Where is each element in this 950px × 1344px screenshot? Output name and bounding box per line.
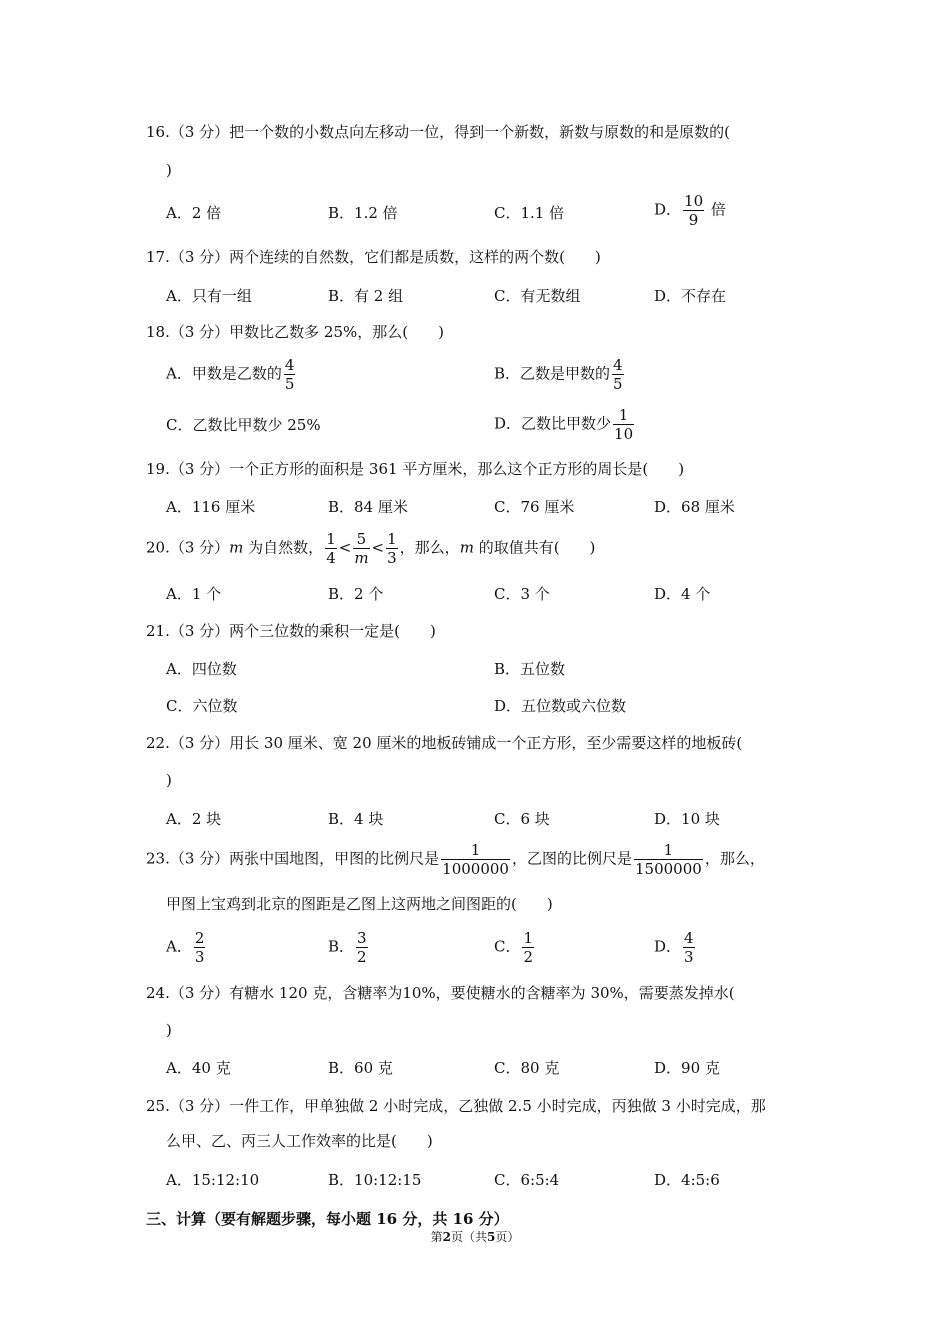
fraction-numerator: 2 (194, 929, 205, 947)
fraction (613, 406, 634, 443)
fraction-numerator: 4 (284, 356, 295, 374)
fraction-numerator: 1 (387, 530, 397, 548)
question-18-option-d (494, 406, 636, 443)
fraction (353, 530, 369, 567)
question-19-option-b: B．84 厘米 (328, 498, 408, 516)
question-16-option-a: A．2 倍 (166, 204, 222, 222)
fraction-denominator: 3 (684, 948, 694, 966)
question-19-option-d: D．68 厘米 (654, 498, 735, 516)
text-segment: 为自然数， (243, 538, 324, 557)
question-24-option-d: D．90 克 (654, 1059, 720, 1077)
fraction-denominator: m (354, 549, 369, 567)
question-21-option-a: A．四位数 (166, 660, 237, 678)
fraction-denominator: 4 (326, 549, 336, 567)
option-label: D． (654, 937, 682, 956)
question-21-option-c: C．六位数 (166, 697, 238, 715)
option-label: D．乙数比甲数少 (494, 414, 612, 433)
footer-text: 第 (430, 1230, 443, 1244)
text-segment: ，那么， (399, 538, 460, 557)
question-25-text: 25.（3 分）一件工作，甲单独做 2 小时完成，乙独做 2.5 小时完成，丙独做 3 小时完成，那 (146, 1097, 766, 1115)
option-label: D． (654, 200, 682, 219)
question-25-option-a: A．15:12:10 (166, 1171, 260, 1189)
fraction (284, 356, 296, 393)
fraction-denominator: 3 (194, 948, 205, 966)
question-25-option-c: C．6:5:4 (494, 1171, 560, 1189)
question-18-option-b (494, 356, 626, 393)
question-number: 20.（3 分） (146, 538, 230, 557)
question-20-option-a: A．1 个 (166, 585, 222, 603)
question-21-option-b: B．五位数 (494, 660, 566, 678)
question-20-option-c: C．3 个 (494, 585, 550, 603)
question-22-option-c: C．6 块 (494, 810, 550, 828)
fraction (634, 841, 703, 878)
question-23-option-c (494, 929, 536, 966)
page-footer (0, 1228, 950, 1245)
question-16-text-cont: ) (166, 161, 172, 179)
question-22-option-b: B．4 块 (328, 810, 384, 828)
question-16-text: 16.（3 分）把一个数的小数点向左移动一位，得到一个新数，新数与原数的和是原数的( (146, 123, 731, 141)
option-label: B． (328, 937, 355, 956)
question-17-option-c: C．有无数组 (494, 287, 581, 305)
question-24-text-cont: ) (166, 1021, 172, 1039)
fraction (612, 356, 624, 393)
fraction-denominator: 3 (387, 549, 397, 567)
question-22-text-cont: ) (166, 771, 172, 789)
less-than-sign: < (371, 538, 385, 557)
section-3-heading: 三、计算（要有解题步骤，每小题 16 分，共 16 分） (146, 1210, 509, 1228)
question-22-text: 22.（3 分）用长 30 厘米、宽 20 厘米的地板砖铺成一个正方形，至少需要这样的地板砖( (146, 734, 743, 752)
fraction (325, 530, 337, 567)
fraction (441, 841, 510, 878)
question-20-option-d: D．4 个 (654, 585, 711, 603)
question-22-option-a: A．2 块 (166, 810, 222, 828)
question-17-option-d: D．不存在 (654, 287, 727, 305)
fraction-denominator: 2 (357, 948, 367, 966)
question-24-text: 24.（3 分）有糖水 120 克，含糖率为10%，要使糖水的含糖率为 30%，需要蒸发掉水( (146, 984, 735, 1002)
fraction (683, 192, 704, 229)
fraction-numerator: 1 (523, 929, 534, 947)
option-label: B．乙数是甲数的 (494, 364, 611, 383)
less-than-sign: < (338, 538, 352, 557)
text-segment: ，乙图的比例尺是 (511, 849, 632, 868)
question-16-option-d (654, 192, 726, 229)
text-segment: ，那么， (704, 849, 765, 868)
fraction-numerator: 1 (470, 841, 481, 859)
option-suffix: 倍 (706, 200, 726, 219)
text-segment: 23.（3 分）两张中国地图，甲图的比例尺是 (146, 849, 440, 868)
footer-text: 页） (495, 1230, 520, 1244)
fraction-denominator: 1500000 (635, 860, 702, 878)
question-18-text: 18.（3 分）甲数比乙数多 25%，那么( ) (146, 323, 444, 341)
fraction-denominator: 9 (683, 210, 704, 229)
fraction-numerator: 1 (326, 530, 336, 548)
page-number: 2 (442, 1230, 451, 1244)
fraction-denominator: 1000000 (442, 860, 509, 878)
fraction-denominator: 5 (284, 375, 295, 393)
fraction-numerator: 4 (684, 929, 694, 947)
fraction-numerator: 1 (663, 841, 674, 859)
question-23-text-cont: 甲图上宝鸡到北京的图距是乙图上这两地之间图距的( ) (166, 895, 553, 913)
fraction-denominator: 2 (523, 948, 534, 966)
fraction-denominator: 5 (613, 375, 623, 393)
question-21-text: 21.（3 分）两个三位数的乘积一定是( ) (146, 622, 436, 640)
question-17-option-b: B．有 2 组 (328, 287, 404, 305)
question-24-option-b: B．60 克 (328, 1059, 393, 1077)
question-20-option-b: B．2 个 (328, 585, 384, 603)
text-segment: 的取值共有( ) (473, 538, 596, 557)
question-19-text: 19.（3 分）一个正方形的面积是 361 平方厘米，那么这个正方形的周长是( ) (146, 460, 685, 478)
fraction (522, 929, 534, 966)
fraction-numerator: 5 (356, 530, 367, 548)
question-21-option-d: D．五位数或六位数 (494, 697, 627, 715)
fraction-numerator: 4 (613, 356, 623, 374)
question-18-option-c: C．乙数比甲数少 25% (166, 416, 321, 434)
question-23-option-b (328, 929, 370, 966)
option-label: A． (166, 937, 192, 956)
question-17-option-a: A．只有一组 (166, 287, 252, 305)
fraction (356, 929, 368, 966)
fraction (386, 530, 398, 567)
question-24-option-a: A．40 克 (166, 1059, 231, 1077)
variable-m: m (459, 538, 474, 557)
question-23-option-d (654, 929, 697, 966)
fraction-denominator: 10 (614, 425, 634, 443)
question-18-option-a (166, 356, 297, 393)
question-23-text (146, 841, 765, 878)
fraction-numerator: 10 (684, 192, 704, 210)
option-label: A．甲数是乙数的 (166, 364, 282, 383)
fraction-numerator: 1 (618, 406, 629, 424)
question-25-option-b: B．10:12:15 (328, 1171, 422, 1189)
question-17-text: 17.（3 分）两个连续的自然数，它们都是质数，这样的两个数( ) (146, 248, 601, 266)
fraction-numerator: 3 (357, 929, 367, 947)
question-23-option-a (166, 929, 207, 966)
question-25-text-cont: 么甲、乙、丙三人工作效率的比是( ) (166, 1132, 433, 1150)
fraction (194, 929, 206, 966)
question-25-option-d: D．4:5:6 (654, 1171, 720, 1189)
question-16-option-b: B．1.2 倍 (328, 204, 398, 222)
question-19-option-a: A．116 厘米 (166, 498, 256, 516)
question-16-option-c: C．1.1 倍 (494, 204, 565, 222)
question-22-option-d: D．10 块 (654, 810, 720, 828)
fraction (683, 929, 695, 966)
option-label: C． (494, 937, 521, 956)
question-24-option-c: C．80 克 (494, 1059, 560, 1077)
footer-text: 页（共 (450, 1230, 487, 1244)
total-pages: 5 (487, 1230, 496, 1244)
question-19-option-c: C．76 厘米 (494, 498, 575, 516)
question-20-text (146, 530, 595, 567)
variable-m: m (229, 538, 244, 557)
